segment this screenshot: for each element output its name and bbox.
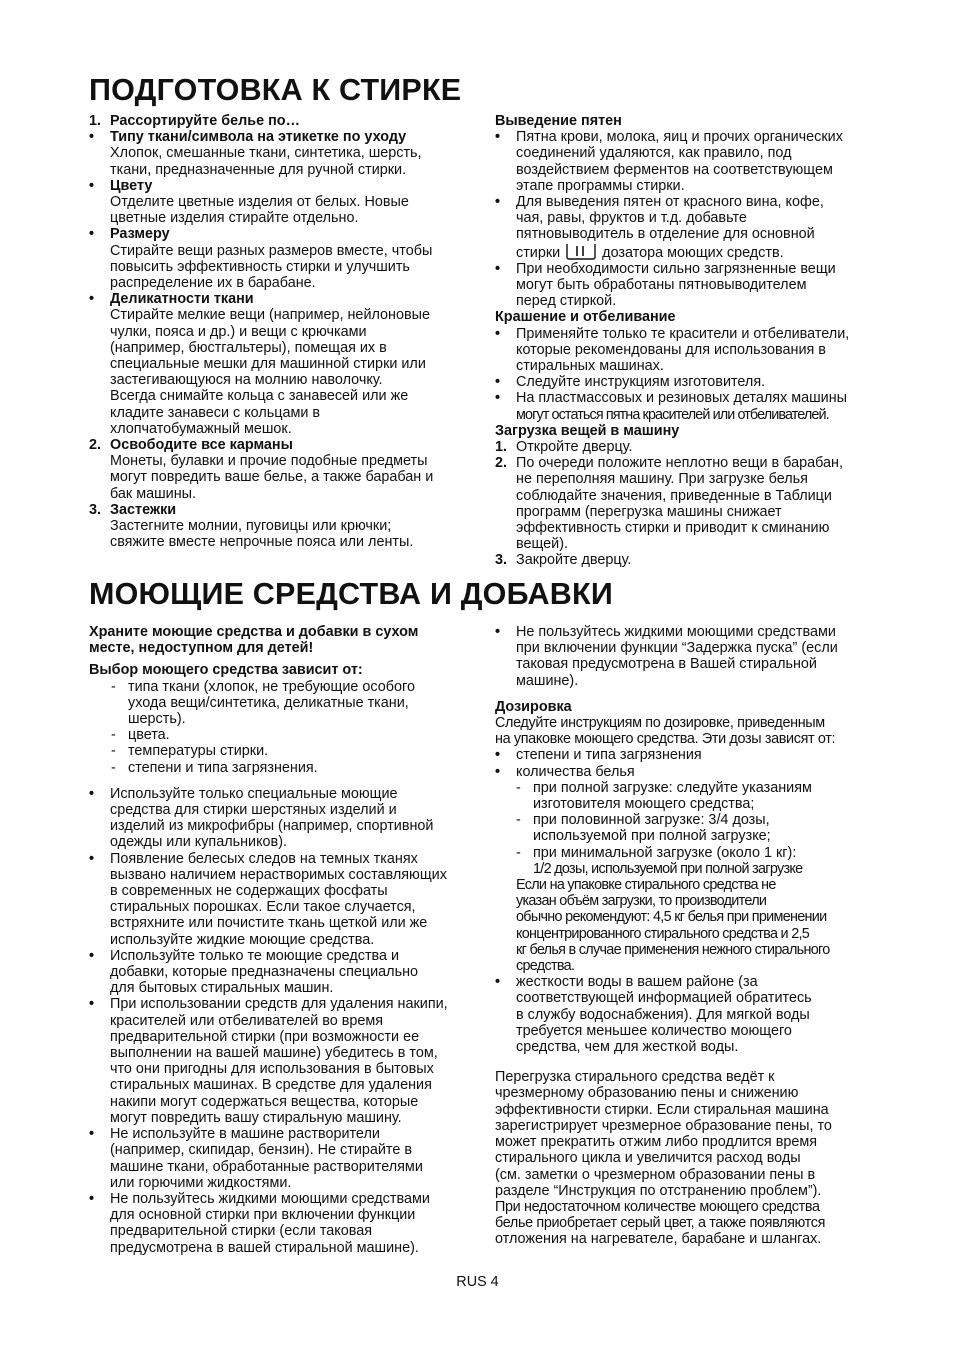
text-line: могут повредить вашу стиральную машину. — [110, 1109, 402, 1126]
list-marker: • — [495, 763, 501, 780]
text-line: вызвано наличием нерастворимых составляющих — [110, 866, 447, 883]
text-line: в службу водоснабжения). Для мягкой воды — [516, 1006, 810, 1023]
text-line: Перегрузка стирального средства ведёт к — [495, 1069, 775, 1086]
loading-heading: Загрузка вещей в машину — [495, 422, 680, 439]
dosage-intro — [495, 715, 875, 747]
dosage-bullet — [495, 747, 875, 763]
text-line: Откройте дверцу. — [516, 439, 633, 456]
list-marker: • — [495, 974, 501, 991]
text-line: перед стиркой. — [516, 293, 617, 310]
text-line: на упаковке моющего средства. Эти дозы зависят от: — [495, 731, 836, 748]
stain-dispenser-line — [516, 243, 875, 261]
list-marker: 1. — [89, 113, 102, 129]
text-line: машине). — [516, 672, 579, 689]
text-span: Деликатности ткани — [110, 291, 254, 308]
text-line: изделий из микрофибры (например, спортивной — [110, 818, 434, 835]
list-marker: • — [89, 996, 95, 1013]
text-line: При недостаточном количестве моющего средства — [495, 1198, 820, 1215]
list-marker: • — [495, 374, 501, 391]
text-line: могут остаться пятна красителей или отбеливателей. — [516, 406, 829, 423]
text-line: цвета. — [128, 727, 170, 744]
text-line: предварительной стирки (если таковая — [110, 1223, 373, 1240]
text-line: эффективности стирки. Если стиральная машина — [495, 1101, 829, 1118]
text-span: Размеру — [110, 226, 170, 243]
text-line: хлопчатобумажный мешок. — [110, 420, 292, 437]
text-line: Стирайте вещи разных размеров вместе, чтобы — [110, 242, 433, 259]
text-line: при полной загрузке: следуйте указаниям — [533, 779, 812, 796]
list-marker: - — [111, 678, 116, 695]
text-line: По очереди положите неплотно вещи в барабан, — [516, 455, 843, 472]
text-line: стиральных порошках. Если такое случается, — [110, 899, 416, 916]
text-line: одежды или купальников). — [110, 834, 287, 851]
text-line: Застегните молнии, пуговицы или крючки; — [110, 518, 392, 535]
dye-bullet — [495, 374, 875, 390]
text-line: встряхните или почистите ткань щеткой или же — [110, 915, 428, 932]
text-line: 1/2 дозы, используемой при полной загрузке — [533, 860, 803, 877]
list-marker: • — [495, 624, 501, 640]
text-line: Закройте дверцу. — [516, 552, 632, 569]
text-line: вещей). — [516, 536, 568, 553]
list-marker: • — [89, 785, 95, 802]
text-line: таковая предусмотрена в Вашей стиральной — [516, 656, 817, 673]
text-line: специальные мешки для машинной стирки или — [110, 356, 426, 373]
text-line: при включении функции “Задержка пуска” (если — [516, 640, 838, 657]
text-line: цветные изделия стирайте отдельно. — [110, 210, 359, 227]
choice-item — [111, 760, 469, 776]
list-marker: 3. — [89, 501, 102, 518]
text-line: соединений удаляются, как правило, под — [516, 145, 792, 162]
bullet-size — [89, 226, 469, 242]
text-line: (например, скипидар, бензин). Не стирайте в — [110, 1142, 412, 1159]
detergent-bullet — [89, 948, 469, 997]
text-line: обычно рекомендуют: 4,5 кг белья при применении — [516, 909, 827, 926]
text-line: средства, чем для жесткой воды. — [516, 1039, 739, 1056]
choice-list — [111, 679, 469, 776]
text-line: стиральных машинах. — [516, 358, 664, 375]
text-line: кг белья в случае применения нежного стирального — [516, 941, 830, 958]
dosage-bullet — [495, 974, 875, 1055]
text-line: Используйте только специальные моющие — [110, 785, 398, 802]
detergent-bullet — [89, 851, 469, 948]
text-line: шерсть). — [128, 711, 186, 728]
bullet-fabric-type — [89, 129, 469, 145]
list-marker: • — [89, 291, 95, 308]
text-line: свяжите вместе непрочные пояса или ленты. — [110, 534, 414, 551]
choice-item — [111, 679, 469, 728]
text-line: воздействием ферментов на соответствующем — [516, 161, 833, 178]
dosage-heading: Дозировка — [495, 698, 572, 715]
choice-item — [111, 743, 469, 759]
delicacy-text — [89, 307, 469, 437]
text-line: белье приобретает серый цвет, а также появляются — [495, 1215, 826, 1232]
list-marker: • — [495, 129, 501, 146]
fasteners-text — [89, 518, 469, 550]
pockets-text — [89, 453, 469, 502]
text-line: Следуйте инструкциям изготовителя. — [516, 374, 766, 391]
load-dose-item — [516, 780, 875, 812]
list-marker: • — [89, 1126, 95, 1143]
text-line: могут повредить ваше белье, а также барабан и — [110, 469, 434, 486]
text-line: красителей или отбеливателей во время — [110, 1012, 384, 1029]
text-line: Не пользуйтесь жидкими моющими средствами — [110, 1190, 430, 1207]
text-line: которые рекомендованы для использования в — [516, 341, 826, 358]
text-line: количества белья — [516, 763, 635, 780]
list-marker: • — [495, 325, 501, 342]
list-marker: • — [495, 194, 501, 211]
text-line: или горючими жидкостями. — [110, 1174, 292, 1191]
text-line: жесткости воды в вашем районе (за — [516, 974, 758, 991]
text-line: При использовании средств для удаления накипи, — [110, 996, 448, 1013]
text-line: Для выведения пятен от красного вина, кофе, — [516, 194, 824, 211]
detergent-bullet — [89, 996, 469, 1126]
list-marker: • — [495, 260, 501, 277]
text-line: Используйте только те моющие средства и — [110, 947, 400, 964]
text-line: предварительной стирки (при возможности ее — [110, 1028, 420, 1045]
fabric-type-text — [89, 145, 469, 177]
list-marker: • — [89, 129, 95, 146]
text-line: (например, бюстгальтеры), помещая их в — [110, 339, 387, 356]
text-line: Стирайте мелкие вещи (например, нейлоновые — [110, 307, 430, 324]
text-line: Всегда снимайте кольца с занавесей или же — [110, 388, 409, 405]
text-span: стирки — [516, 244, 561, 261]
text-line: при минимальной загрузке (около 1 кг): — [533, 844, 797, 861]
detergents-left-column — [89, 624, 469, 1256]
text-line: средства для стирки шерстяных изделий и — [110, 802, 397, 819]
loading-step — [495, 552, 875, 568]
text-line: Не пользуйтесь жидкими моющими средствами — [516, 624, 836, 640]
text-line: повысить эффективность стирки и улучшить — [110, 258, 410, 275]
list-marker: 2. — [495, 455, 508, 472]
text-line: этапе программы стирки. — [516, 177, 685, 194]
loading-step — [495, 455, 875, 552]
text-line: зарегистрирует чрезмерное образование пены, то — [495, 1117, 832, 1134]
detergent-bullet — [89, 786, 469, 851]
text-span: дозатора моющих средств. — [602, 244, 784, 261]
text-line: отложения на нагревателе, барабане и шлангах. — [495, 1231, 822, 1248]
text-line: эффективность стирки и приводит к сминанию — [516, 520, 830, 537]
bullet-delicacy — [89, 291, 469, 307]
preparation-right-column — [495, 113, 875, 569]
list-marker: 1. — [495, 439, 508, 456]
storage-warning — [89, 624, 469, 656]
dye-bullet — [495, 390, 875, 422]
text-line: При необходимости сильно загрязненные вещи — [516, 260, 836, 277]
section-title-detergents: МОЮЩИЕ СРЕДСТВА И ДОБАВКИ — [89, 577, 613, 611]
text-line: степени и типа загрязнения. — [128, 759, 318, 776]
text-line: пятновыводитель в отделение для основной — [516, 226, 815, 243]
delay-start-bullet — [495, 624, 875, 689]
detergent-bullet — [89, 1191, 469, 1256]
text-line: На пластмассовых и резиновых деталях машины — [516, 390, 848, 407]
list-marker: 3. — [495, 552, 508, 569]
list-marker: - — [111, 759, 116, 776]
stain-bullet — [495, 129, 875, 194]
text-line: Следуйте инструкциям по дозировке, приведенным — [495, 715, 825, 732]
dosage-note — [516, 877, 875, 974]
text-line: используйте жидкие моющие средства. — [110, 931, 375, 948]
dosage-bullet — [495, 764, 875, 780]
load-dose-list — [516, 780, 875, 877]
text-line: при половинной загрузке: 3/4 дозы, — [533, 812, 770, 829]
load-dose-item — [516, 812, 875, 844]
text-line: программ (перегрузка машины снижает — [516, 503, 782, 520]
text-line: добавки, которые предназначены специально — [110, 964, 419, 981]
text-line: Применяйте только те красители и отбеливатели, — [516, 325, 850, 342]
list-marker: • — [89, 226, 95, 243]
text-line: используемой при полной загрузке; — [533, 828, 771, 845]
text-line: средства. — [516, 958, 575, 975]
text-line: Отделите цветные изделия от белых. Новые — [110, 194, 409, 211]
step-1-heading — [89, 113, 469, 129]
text-line: предусмотрена в вашей стиральной машине). — [110, 1239, 419, 1256]
text-line: стирального цикла и увеличится расход воды — [495, 1150, 801, 1167]
overdose-paragraph — [495, 1069, 875, 1247]
step-3-heading — [89, 502, 469, 518]
dye-heading: Крашение и отбеливание — [495, 309, 676, 326]
list-marker: 2. — [89, 437, 102, 454]
text-line: Пятна крови, молока, яиц и прочих органических — [516, 129, 843, 146]
text-line: чрезмерному образованию пены и снижению — [495, 1085, 799, 1102]
list-marker: • — [89, 850, 95, 867]
text-line: выполнении на вашей машине) убедитесь в том, — [110, 1045, 438, 1062]
text-line: ткани, предназначенные для ручной стирки. — [110, 161, 407, 178]
text-line: для основной стирки при включении функции — [110, 1207, 416, 1224]
text-line: не переполняя машину. При загрузке белья — [516, 471, 808, 488]
main-wash-compartment-icon — [564, 243, 598, 260]
text-line: концентрированного стирального средства и 2,5 — [516, 925, 810, 942]
text-line: бак машины. — [110, 485, 196, 502]
choice-item — [111, 727, 469, 743]
load-dose-item — [516, 845, 875, 877]
stain-bullet — [495, 194, 875, 261]
loading-step — [495, 439, 875, 455]
choice-heading: Выбор моющего средства зависит от: — [89, 662, 363, 679]
text-span: Типу ткани/символа на этикетке по уходу — [110, 129, 407, 146]
list-marker: - — [516, 779, 521, 796]
list-marker: • — [495, 390, 501, 407]
text-line: Хлопок, смешанные ткани, синтетика, шерсть, — [110, 145, 422, 162]
list-marker: • — [89, 177, 95, 194]
detergent-bullet — [89, 1126, 469, 1191]
text-span: Цвету — [110, 177, 153, 194]
text-line: что они пригодны для использования в бытовых — [110, 1061, 434, 1078]
text-line: ухода вещи/синтетика, деликатные ткани, — [128, 694, 409, 711]
text-line: Если на упаковке стирального средства не — [516, 877, 776, 894]
text-line: (см. заметки о чрезмерном образовании пены в — [495, 1166, 816, 1183]
list-marker: - — [516, 844, 521, 861]
detergents-right-column — [495, 624, 875, 1248]
dye-bullet — [495, 326, 875, 375]
text-line: машине ткани, обработанные растворителями — [110, 1158, 423, 1175]
text-line: чая, равы, фруктов и т.д. добавьте — [516, 210, 747, 227]
text-line: Появление белесых следов на темных тканях — [110, 850, 418, 867]
text-line: кладите занавеси с кольцами в — [110, 404, 321, 421]
preparation-left-column — [89, 113, 469, 550]
stain-bullet — [495, 261, 875, 310]
text-line: чулки, пояса и др.) и вещи с крючками — [110, 323, 367, 340]
text-line: соответствующей информацией обратитесь — [516, 990, 812, 1007]
list-marker: - — [516, 812, 521, 829]
list-marker: - — [111, 743, 116, 760]
text-line: требуется меньшее количество моющего — [516, 1022, 792, 1039]
text-line: указан объём загрузки, то производители — [516, 893, 767, 910]
text-line: месте, недоступном для детей! — [89, 640, 314, 657]
text-span: Рассортируйте белье по… — [110, 113, 300, 129]
step-2-heading — [89, 437, 469, 453]
bullet-color — [89, 178, 469, 194]
text-line: застегивающуюся на молнию наволочку. — [110, 372, 383, 389]
list-marker: • — [495, 747, 501, 764]
text-line: температуры стирки. — [128, 743, 269, 760]
list-marker: • — [89, 1190, 95, 1207]
text-line: Монеты, булавки и прочие подобные предметы — [110, 453, 428, 470]
text-line: типа ткани (хлопок, не требующие особого — [128, 678, 415, 695]
text-line: Храните моющие средства и добавки в сухом — [89, 624, 419, 640]
text-line: может прекратить отжим либо продлится время — [495, 1134, 818, 1151]
text-line: распределение их в барабане. — [110, 275, 316, 292]
color-text — [89, 194, 469, 226]
list-marker: - — [111, 727, 116, 744]
text-line: разделе “Инструкция по отстранению проблем”). — [495, 1182, 822, 1199]
size-text — [89, 243, 469, 292]
text-line: стиральных машинах. В средстве для удаления — [110, 1077, 432, 1094]
text-line: для бытовых стиральных машин. — [110, 980, 334, 997]
text-line: изготовителя моющего средства; — [533, 796, 755, 813]
stains-heading: Выведение пятен — [495, 113, 622, 129]
text-line: степени и типа загрязнения — [516, 747, 702, 764]
section-title-preparation: ПОДГОТОВКА К СТИРКЕ — [89, 73, 462, 107]
text-line: накипи могут содержаться вещества, которые — [110, 1093, 419, 1110]
text-line: соблюдайте значения, приведенные в Таблици — [516, 487, 832, 504]
text-span: Освободите все карманы — [110, 437, 293, 454]
text-line: могут быть обработаны пятновыводителем — [516, 277, 807, 294]
page-number: RUS 4 — [456, 1274, 499, 1290]
text-line: в современных не содержащих фосфаты — [110, 883, 388, 900]
text-span: Застежки — [110, 501, 177, 518]
list-marker: • — [89, 947, 95, 964]
text-line: Не используйте в машине растворители — [110, 1126, 380, 1143]
